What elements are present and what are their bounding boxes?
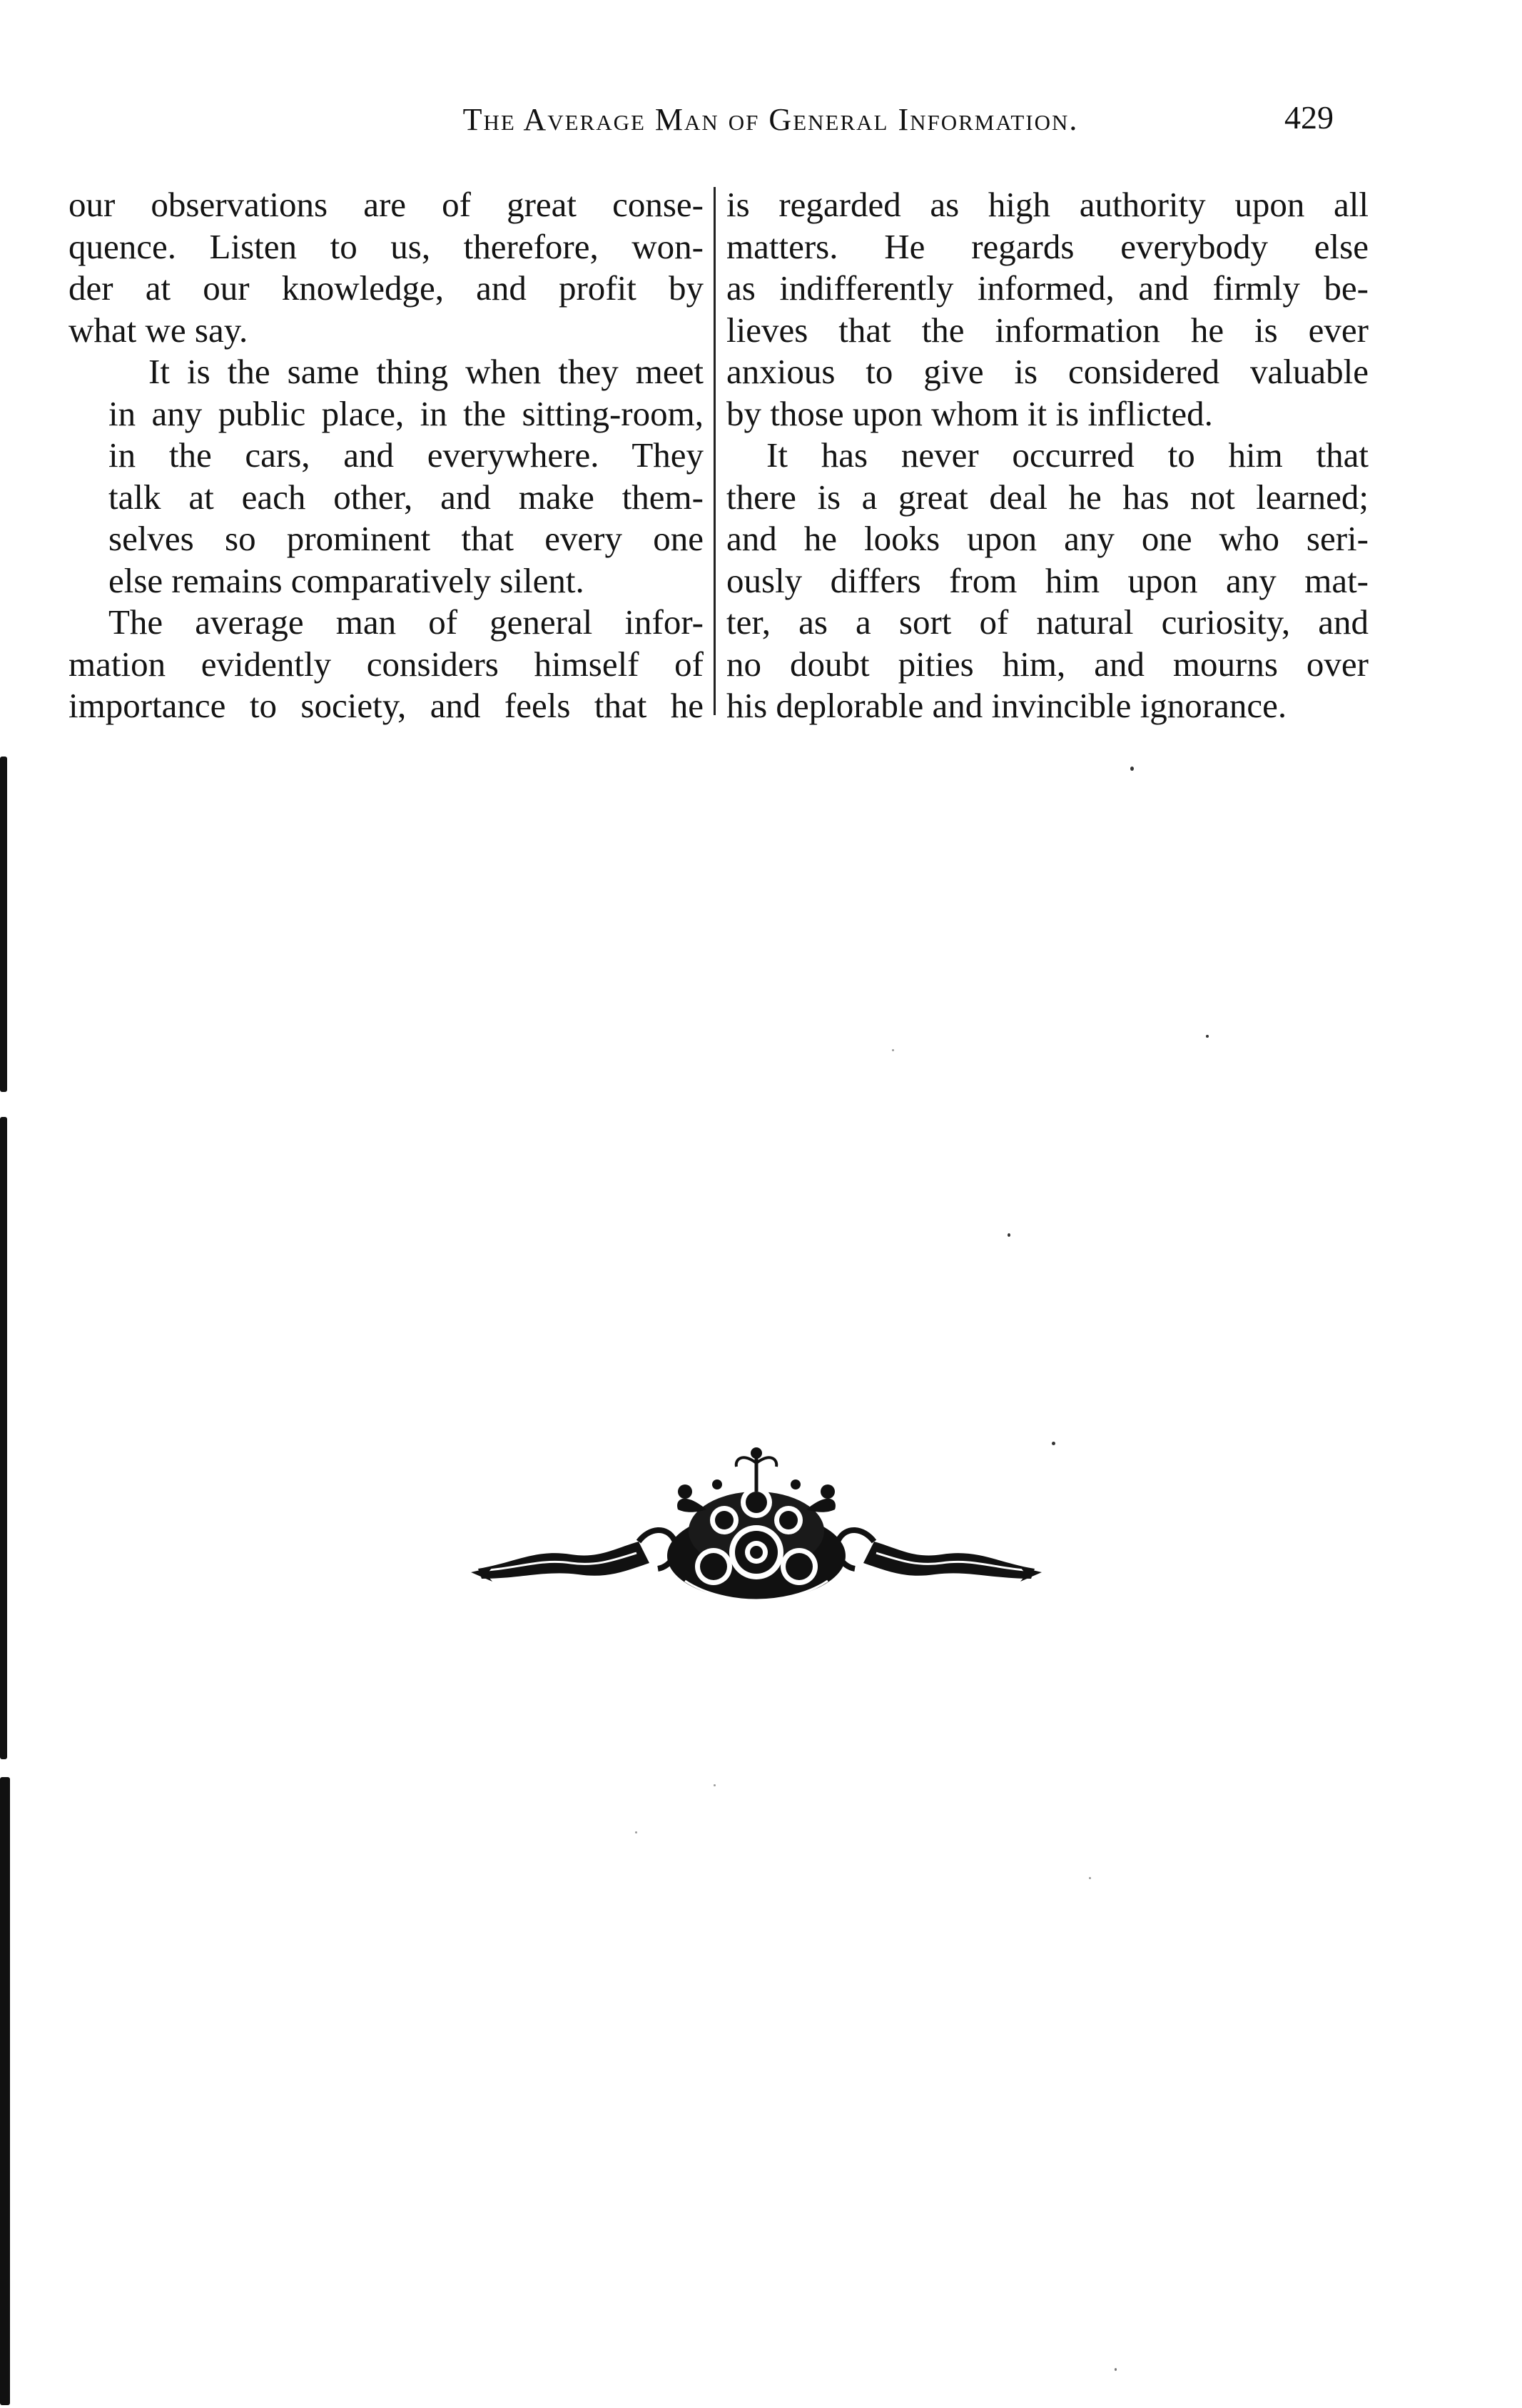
scan-speck — [1052, 1442, 1055, 1445]
scan-speck — [635, 1831, 637, 1833]
text-line: ously differs from him upon any mat- — [726, 560, 1369, 600]
text-line: It is the same thing when they meet — [148, 352, 704, 391]
text-line: else remains comparatively silent. — [108, 560, 584, 600]
text-line: in any public place, in the sitting-room, — [108, 393, 704, 433]
text-line: selves so prominent that every one — [108, 519, 704, 558]
paragraph — [69, 602, 704, 727]
text-line: by those upon whom it is inflicted. — [726, 393, 1213, 433]
text-line: quence. Listen to us, therefore, won- — [69, 226, 704, 266]
binding-edge — [0, 1117, 7, 1759]
right-column — [726, 184, 1369, 727]
floral-scroll-tailpiece-icon — [471, 1442, 1042, 1613]
text-line: is regarded as high authority upon all — [726, 185, 1369, 224]
text-line: there is a great deal he has not learned; — [726, 477, 1369, 517]
scan-speck — [1008, 1233, 1010, 1237]
text-line: anxious to give is considered valuable — [726, 352, 1369, 391]
text-line: no doubt pities him, and mourns over — [726, 644, 1369, 684]
running-title: The Average Man of General Information. — [462, 102, 1079, 137]
scan-speck — [1206, 1035, 1209, 1038]
binding-edge — [0, 1777, 10, 2405]
text-line: The average man of general infor- — [108, 602, 704, 642]
text-line: lieves that the information he is ever — [726, 310, 1369, 350]
scan-speck — [1089, 1877, 1091, 1879]
text-line: his deplorable and invincible ignorance. — [726, 686, 1287, 725]
left-column — [69, 184, 704, 727]
text-line: mation evidently considers himself of — [69, 644, 704, 684]
scan-speck — [1130, 767, 1134, 771]
text-line: in the cars, and everywhere. They — [108, 435, 704, 475]
scan-speck — [892, 1049, 894, 1051]
text-line: and he looks upon any one who seri- — [726, 519, 1369, 558]
text-line: It has never occurred to him that — [766, 435, 1369, 475]
scan-speck — [1115, 2368, 1117, 2371]
binding-edge — [0, 757, 7, 1092]
paragraph — [69, 184, 704, 351]
text-line: ter, as a sort of natural curiosity, and — [726, 602, 1369, 642]
text-line: as indifferently informed, and firmly be- — [726, 268, 1369, 308]
scan-speck — [714, 1784, 716, 1786]
column-divider — [714, 187, 716, 715]
paragraph — [726, 184, 1369, 435]
text-line: what we say. — [69, 310, 248, 350]
text-line: importance to society, and feels that he — [69, 686, 704, 725]
page-number: 429 — [1284, 99, 1334, 136]
paragraph — [69, 351, 704, 602]
text-line: matters. He regards everybody else — [726, 226, 1369, 266]
text-line: der at our knowledge, and profit by — [69, 268, 704, 308]
paragraph — [726, 435, 1369, 727]
text-line: talk at each other, and make them- — [108, 477, 704, 517]
text-line: our observations are of great conse- — [69, 185, 704, 224]
